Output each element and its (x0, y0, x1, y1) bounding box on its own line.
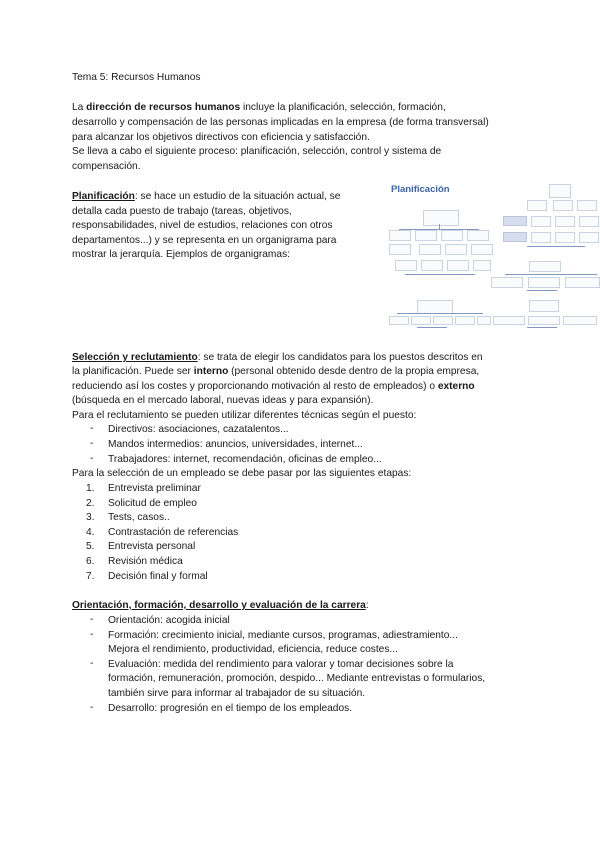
intro-line-3: para alcanzar los objetivos directivos con eficiencia y satisfacción. (72, 132, 370, 143)
org-box (493, 316, 525, 325)
seleccion-text: la planificación. Puede ser (72, 366, 194, 377)
list-item-text: Revisión médica (108, 556, 183, 567)
list-number: 4. (86, 527, 95, 538)
org-box (433, 316, 453, 325)
org-box (411, 316, 431, 325)
org-box (531, 232, 551, 243)
list-item-text: Mandos intermedios: anuncios, universidades, internet... (108, 439, 363, 450)
org-box (579, 232, 599, 243)
list-item (0, 614, 600, 628)
org-box (471, 244, 493, 255)
org-box (447, 260, 469, 271)
bullet: - (90, 658, 94, 669)
seleccion-text: : se trata de elegir los candidatos para los puestos descritos en (197, 352, 483, 363)
org-box (527, 200, 547, 211)
bullet: - (90, 423, 94, 434)
planificacion-line-2: detalla cada puesto de trabajo (tareas, objetivos, (72, 206, 292, 217)
intro-bold-term: dirección de recursos humanos (86, 102, 241, 113)
list-item-text: Trabajadores: internet, recomendación, oficinas de empleo... (108, 454, 382, 465)
list-item-text: Entrevista preliminar (108, 483, 201, 494)
intro-line-4: Se lleva a cabo el siguiente proceso: planificación, selección, control y sistema de (72, 146, 442, 157)
org-connector (405, 274, 475, 275)
planificacion-line-4: departamentos...) y se representa en un organigrama para (72, 235, 337, 246)
interno-term: interno (193, 366, 229, 377)
org-box (389, 230, 411, 241)
seleccion-title: Selección y reclutamiento (72, 352, 198, 363)
orientacion-colon: : (365, 600, 369, 611)
org-box (528, 316, 560, 325)
list-item-text: Contrastación de referencias (108, 527, 239, 538)
list-item (0, 540, 600, 554)
bullet: - (90, 453, 94, 464)
org-box (389, 316, 409, 325)
intro-text: La (72, 102, 87, 113)
list-item-text: Tests, casos.. (108, 512, 170, 523)
org-connector (527, 327, 557, 328)
list-number: 7. (86, 571, 95, 582)
list-item (0, 658, 600, 672)
org-box-filled (503, 216, 527, 226)
org-box (577, 200, 597, 211)
list-item-text: Solicitud de empleo (108, 498, 197, 509)
org-box (549, 184, 571, 198)
list-item-continuation (0, 643, 600, 657)
list-item (0, 453, 600, 467)
org-box (467, 230, 489, 241)
list-item (0, 526, 600, 540)
list-number: 2. (86, 498, 95, 509)
org-box (565, 277, 600, 288)
list-item-text: Desarrollo: progresión en el tiempo de los empleados. (108, 703, 353, 714)
org-box (529, 261, 561, 272)
list-item (0, 555, 600, 569)
list-item-text: Evaluación: medida del rendimiento para valorar y tomar decisiones sobre la (108, 659, 454, 670)
list-item (0, 438, 600, 452)
org-box (441, 230, 463, 241)
list-item-text: Entrevista personal (108, 541, 196, 552)
org-box (528, 277, 560, 288)
org-box (445, 244, 467, 255)
org-box-filled (503, 232, 527, 242)
list-number: 1. (86, 483, 95, 494)
org-box (553, 200, 573, 211)
etapas-intro: Para la selección de un empleado se debe pasar por las siguientes etapas: (72, 468, 412, 479)
list-item-text: Directivos: asociaciones, cazatalentos... (108, 424, 289, 435)
intro-text: incluye la planificación, selección, formación, (240, 102, 446, 113)
orientacion-heading (72, 599, 369, 613)
bullet: - (90, 702, 94, 713)
externo-term: externo (437, 381, 475, 392)
list-item-text: formación, remuneración, promoción, despido... Mediante entrevistas o formularios, (108, 673, 486, 684)
orientacion-title: Orientación, formación, desarrollo y evaluación de la carrera (72, 600, 366, 611)
org-box (477, 316, 491, 325)
organigram-figure (387, 182, 600, 332)
org-box (579, 216, 599, 227)
list-number: 5. (86, 541, 95, 552)
intro-line-1 (72, 101, 446, 115)
org-box (415, 230, 437, 241)
planificacion-text: : se hace un estudio de la situación actual, se (134, 191, 341, 202)
list-item (0, 570, 600, 584)
org-box (417, 300, 453, 314)
list-item (0, 482, 600, 496)
org-connector (527, 246, 585, 247)
seleccion-text: (personal obtenido desde dentro de la propia empresa, (228, 366, 480, 377)
org-box (455, 316, 475, 325)
bullet: - (90, 438, 94, 449)
org-box (555, 216, 575, 227)
seleccion-line-5: Para el reclutamiento se pueden utilizar diferentes técnicas según el puesto: (72, 410, 417, 421)
org-connector (527, 290, 557, 291)
planificacion-title: Planificación (72, 191, 135, 202)
list-item-continuation (0, 672, 600, 686)
org-box (419, 244, 441, 255)
list-item-text: Mejora el rendimiento, productividad, eficiencia, reduce costes... (108, 644, 398, 655)
seleccion-line-3 (72, 380, 475, 394)
list-item (0, 497, 600, 511)
planificacion-line-5: mostrar la jerarquía. Ejemplos de organigramas: (72, 249, 290, 260)
list-item-text: también sirve para informar al trabajador de su situación. (108, 688, 366, 699)
intro-line-5: compensación. (72, 161, 141, 172)
org-connector (417, 327, 447, 328)
org-connector (505, 274, 597, 275)
org-box (389, 244, 411, 255)
org-box (491, 277, 523, 288)
org-box (423, 210, 459, 226)
planificacion-line-3: responsabilidades, nivel de estudios, relaciones con otros (72, 220, 333, 231)
document-heading: Tema 5: Recursos Humanos (72, 72, 201, 83)
list-item (0, 629, 600, 643)
org-box (531, 216, 551, 227)
list-item (0, 423, 600, 437)
list-item-continuation (0, 687, 600, 701)
org-box (555, 232, 575, 243)
bullet: - (90, 614, 94, 625)
seleccion-line-1 (72, 351, 483, 365)
org-connector (397, 313, 483, 314)
seleccion-line-4: (búsqueda en el mercado laboral, nuevas ideas y para expansión). (72, 395, 374, 406)
org-box (473, 260, 491, 271)
list-number: 3. (86, 512, 95, 523)
list-item-text: Formación: crecimiento inicial, mediante cursos, programas, adiestramiento... (108, 630, 458, 641)
org-box (395, 260, 417, 271)
org-box (421, 260, 443, 271)
seleccion-line-2 (72, 365, 479, 379)
list-item-text: Orientación: acogida inicial (108, 615, 230, 626)
list-item (0, 702, 600, 716)
org-box (529, 300, 559, 312)
bullet: - (90, 629, 94, 640)
seleccion-text: reduciendo así los costes y proporcionando motivación al resto de empleados) o (72, 381, 438, 392)
planificacion-line-1 (72, 190, 340, 204)
list-item (0, 511, 600, 525)
list-number: 6. (86, 556, 95, 567)
figure-title: Planificación (391, 184, 450, 195)
org-box (563, 316, 597, 325)
intro-line-2: desarrollo y compensación de las personas implicadas en la empresa (de forma transversal) (72, 117, 489, 128)
list-item-text: Decisión final y formal (108, 571, 208, 582)
